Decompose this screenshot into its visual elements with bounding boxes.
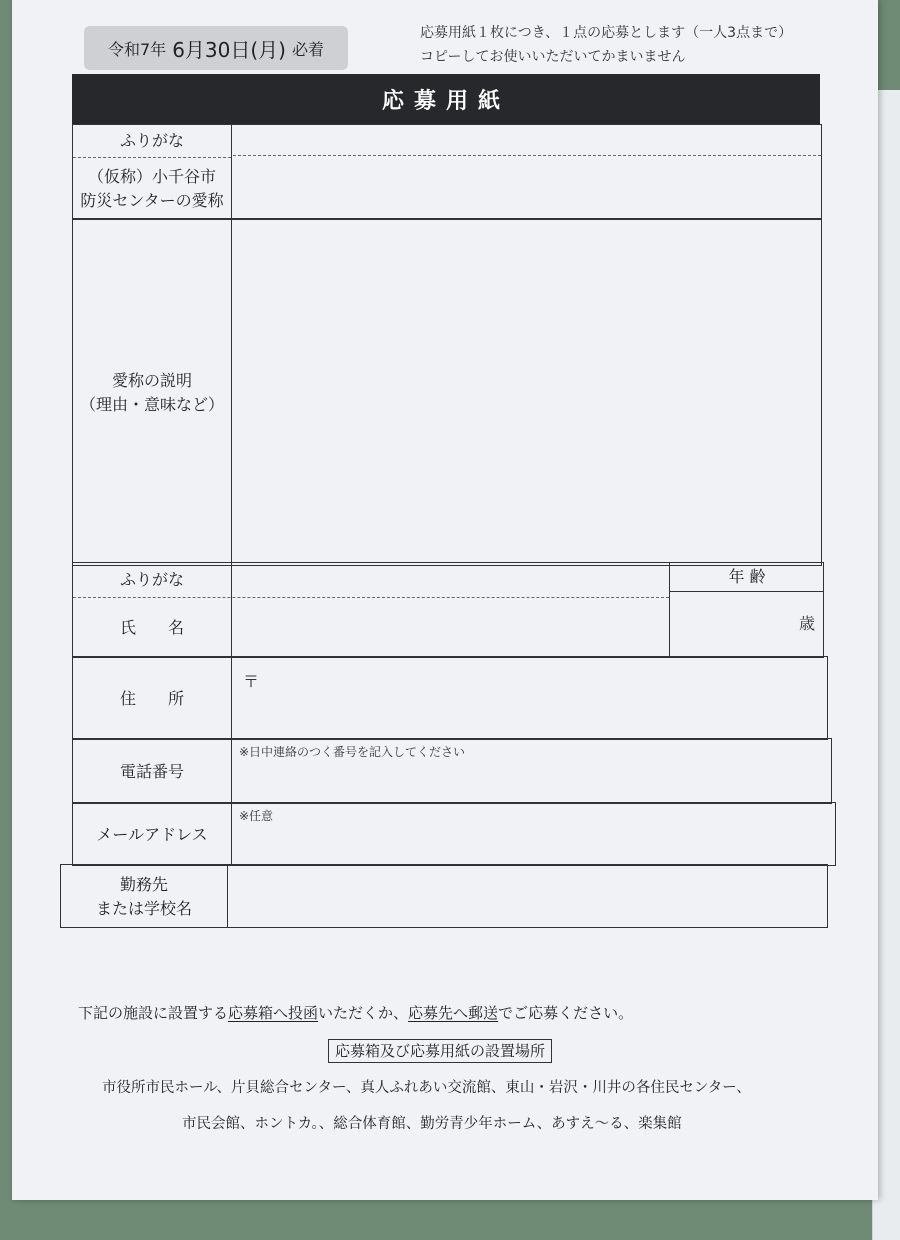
- nickname-label: [73, 159, 231, 219]
- deadline-era: 令和7年: [108, 39, 167, 59]
- address-field[interactable]: [233, 657, 827, 739]
- name-furigana-field[interactable]: [233, 563, 667, 597]
- nickname-furigana-field[interactable]: [233, 125, 821, 155]
- description-label-line1: 愛称の説明: [111, 371, 192, 390]
- email-note: ※任意: [239, 809, 274, 823]
- furigana-label: ふりがな: [119, 131, 184, 150]
- fullname-field[interactable]: [233, 599, 667, 657]
- age-label: 年 齢: [728, 567, 766, 586]
- locations-heading: 応募箱及び応募用紙の設置場所: [328, 1039, 552, 1063]
- deadline-badge: [84, 26, 348, 70]
- locations-line1: 市役所市民ホール、片貝総合センター、真人ふれあい交流館、東山・岩沢・川井の各住民センター、: [102, 1080, 751, 1096]
- workplace-label-line1: 勤務先: [119, 875, 168, 894]
- instruction-pre: 下記の施設に設置する: [78, 1004, 229, 1022]
- instruction-post: でご応募ください。: [498, 1004, 634, 1022]
- instruction-dropbox: 応募箱へ投函: [228, 1004, 319, 1022]
- nickname-block: [72, 124, 822, 220]
- age-unit: 歳: [798, 614, 815, 633]
- address-label: 住 所: [119, 689, 184, 708]
- name-furigana-label: ふりがな: [119, 570, 184, 589]
- nickname-label-line1: （仮称）小千谷市: [87, 167, 216, 186]
- instruction-mail: 応募先へ郵送: [408, 1004, 499, 1022]
- description-label: [73, 219, 231, 567]
- phone-label: 電話番号: [119, 762, 184, 781]
- nickname-field[interactable]: [233, 157, 821, 219]
- name-block: [72, 562, 824, 658]
- email-block: [72, 802, 836, 866]
- workplace-label-line2: または学校名: [95, 899, 192, 918]
- workplace-block: [60, 864, 828, 928]
- application-form-paper: [12, 0, 878, 1200]
- email-label: メールアドレス: [96, 825, 208, 844]
- description-block: [72, 218, 822, 566]
- note-copy-ok: コピーしてお使いいただいてかまいません: [420, 49, 686, 65]
- phone-note: ※日中連絡のつく番号を記入してください: [239, 745, 466, 759]
- locations-heading-box: [328, 1040, 552, 1061]
- workplace-field[interactable]: [229, 865, 827, 927]
- description-label-line2: （理由・意味など）: [79, 395, 224, 414]
- note-entry-limit: 応募用紙１枚につき、１点の応募とします（一人3点まで）: [420, 25, 793, 41]
- form-title: 応募用紙: [72, 74, 820, 124]
- deadline-suffix: 必着: [291, 39, 324, 59]
- phone-block: [72, 738, 832, 804]
- description-field[interactable]: [233, 219, 821, 565]
- postal-mark: 〒: [243, 672, 260, 691]
- workplace-label: [61, 865, 227, 929]
- address-block: [72, 656, 828, 740]
- fullname-label: 氏 名: [119, 618, 184, 637]
- email-field[interactable]: [233, 803, 835, 865]
- instruction-mid: いただくか、: [318, 1004, 409, 1022]
- submission-instruction: [78, 1002, 633, 1023]
- deadline-date: 6月30日(月): [172, 37, 286, 62]
- locations-line2: 市民会館、ホントカ。、総合体育館、勤労青少年ホーム、あすえ～る、楽集館: [182, 1116, 682, 1132]
- nickname-label-line2: 防災センターの愛称: [80, 191, 224, 210]
